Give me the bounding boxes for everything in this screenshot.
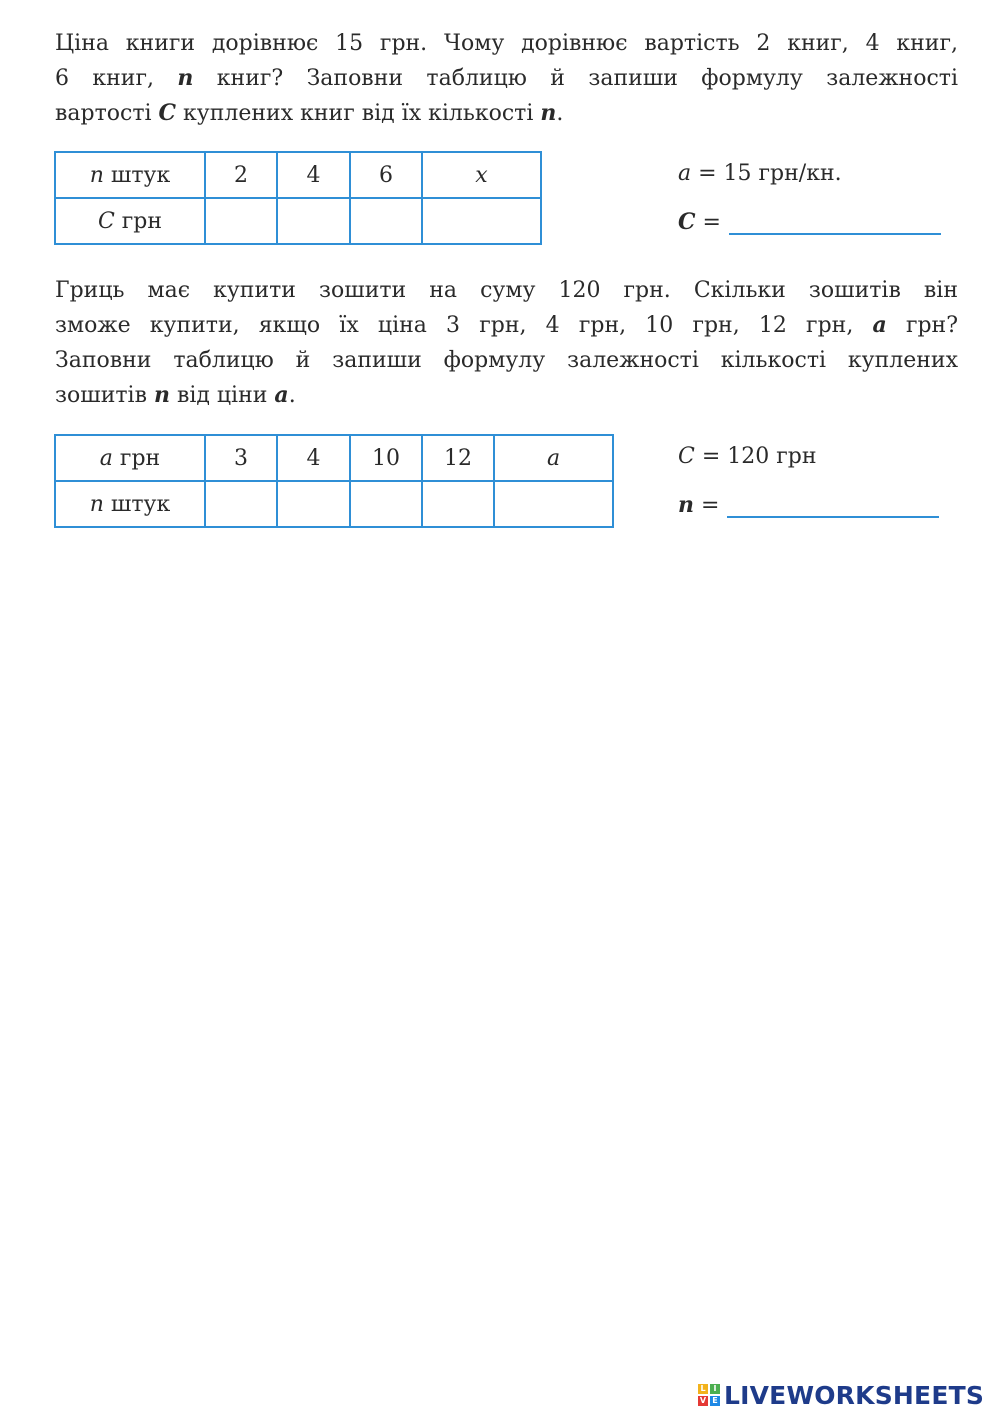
table-cell: 12 bbox=[422, 435, 494, 481]
logo-text: LIVEWORKSHEETS bbox=[724, 1380, 985, 1410]
logo-mark-letter: I bbox=[710, 1384, 720, 1394]
logo-mark-letter: V bbox=[699, 1396, 707, 1405]
table-row bbox=[55, 198, 541, 244]
logo-mark-icon bbox=[698, 1384, 720, 1406]
problem-1-line-1: Ціна книги дорівнює 15 грн. Чому дорівнює вартість 2 книг, 4 книг, bbox=[55, 31, 958, 56]
problem-2-line-2: зможе купити, якщо їх ціна 3 грн, 4 грн, 10 грн, 12 грн, a грн? bbox=[55, 312, 959, 338]
problem-2-line-1: Гриць має купити зошити на суму 120 грн. Скільки зошитів він bbox=[55, 278, 958, 303]
problem-1-line-2: 6 книг, n книг? Заповни таблицю й запиши формулу залежності bbox=[55, 65, 958, 91]
row-header-cost: C грн bbox=[55, 198, 205, 244]
table-cell: 10 bbox=[350, 435, 422, 481]
answer-cell[interactable] bbox=[422, 481, 494, 527]
table-cell: 4 bbox=[277, 435, 350, 481]
table-cell: 4 bbox=[277, 152, 350, 198]
answer-cell[interactable] bbox=[277, 481, 350, 527]
problem-2-line-4: зошитів n від ціни a. bbox=[55, 382, 296, 408]
row-header-count: n штук bbox=[55, 481, 205, 527]
table-row bbox=[55, 435, 613, 481]
table-cell: a bbox=[494, 435, 613, 481]
answer-cell[interactable] bbox=[422, 198, 541, 244]
table-books-cost bbox=[54, 151, 542, 245]
problem-2-line-3: Заповни таблицю й запиши формулу залежності кількості куплених bbox=[55, 348, 958, 373]
answer-cell[interactable] bbox=[350, 198, 422, 244]
table-cell: 6 bbox=[350, 152, 422, 198]
problem-2-text bbox=[55, 273, 958, 413]
answer-cell[interactable] bbox=[494, 481, 613, 527]
given-sum: C = 120 грн bbox=[678, 444, 817, 469]
table-cell: 3 bbox=[205, 435, 277, 481]
formula-input-2[interactable] bbox=[727, 488, 939, 518]
table-notebooks-count bbox=[54, 434, 614, 528]
table-cell: 2 bbox=[205, 152, 277, 198]
logo-mark-letter: E bbox=[710, 1396, 720, 1406]
problem-1-line-3: вартості C куплених книг від їх кількості n. bbox=[55, 100, 564, 126]
table-row bbox=[55, 152, 541, 198]
table-cell: x bbox=[422, 152, 541, 198]
answer-cell[interactable] bbox=[350, 481, 422, 527]
logo-mark-letter: L bbox=[698, 1384, 708, 1394]
formula-answer-2: n = bbox=[678, 488, 939, 518]
table-row bbox=[55, 481, 613, 527]
liveworksheets-logo bbox=[698, 1379, 984, 1411]
row-header-quantity: n штук bbox=[55, 152, 205, 198]
answer-cell[interactable] bbox=[205, 481, 277, 527]
formula-answer-1: C = bbox=[678, 205, 941, 235]
answer-cell[interactable] bbox=[205, 198, 277, 244]
given-price: a = 15 грн/кн. bbox=[678, 161, 842, 186]
formula-input-1[interactable] bbox=[729, 205, 941, 235]
row-header-price: a грн bbox=[55, 435, 205, 481]
answer-cell[interactable] bbox=[277, 198, 350, 244]
problem-1-text bbox=[55, 26, 958, 131]
